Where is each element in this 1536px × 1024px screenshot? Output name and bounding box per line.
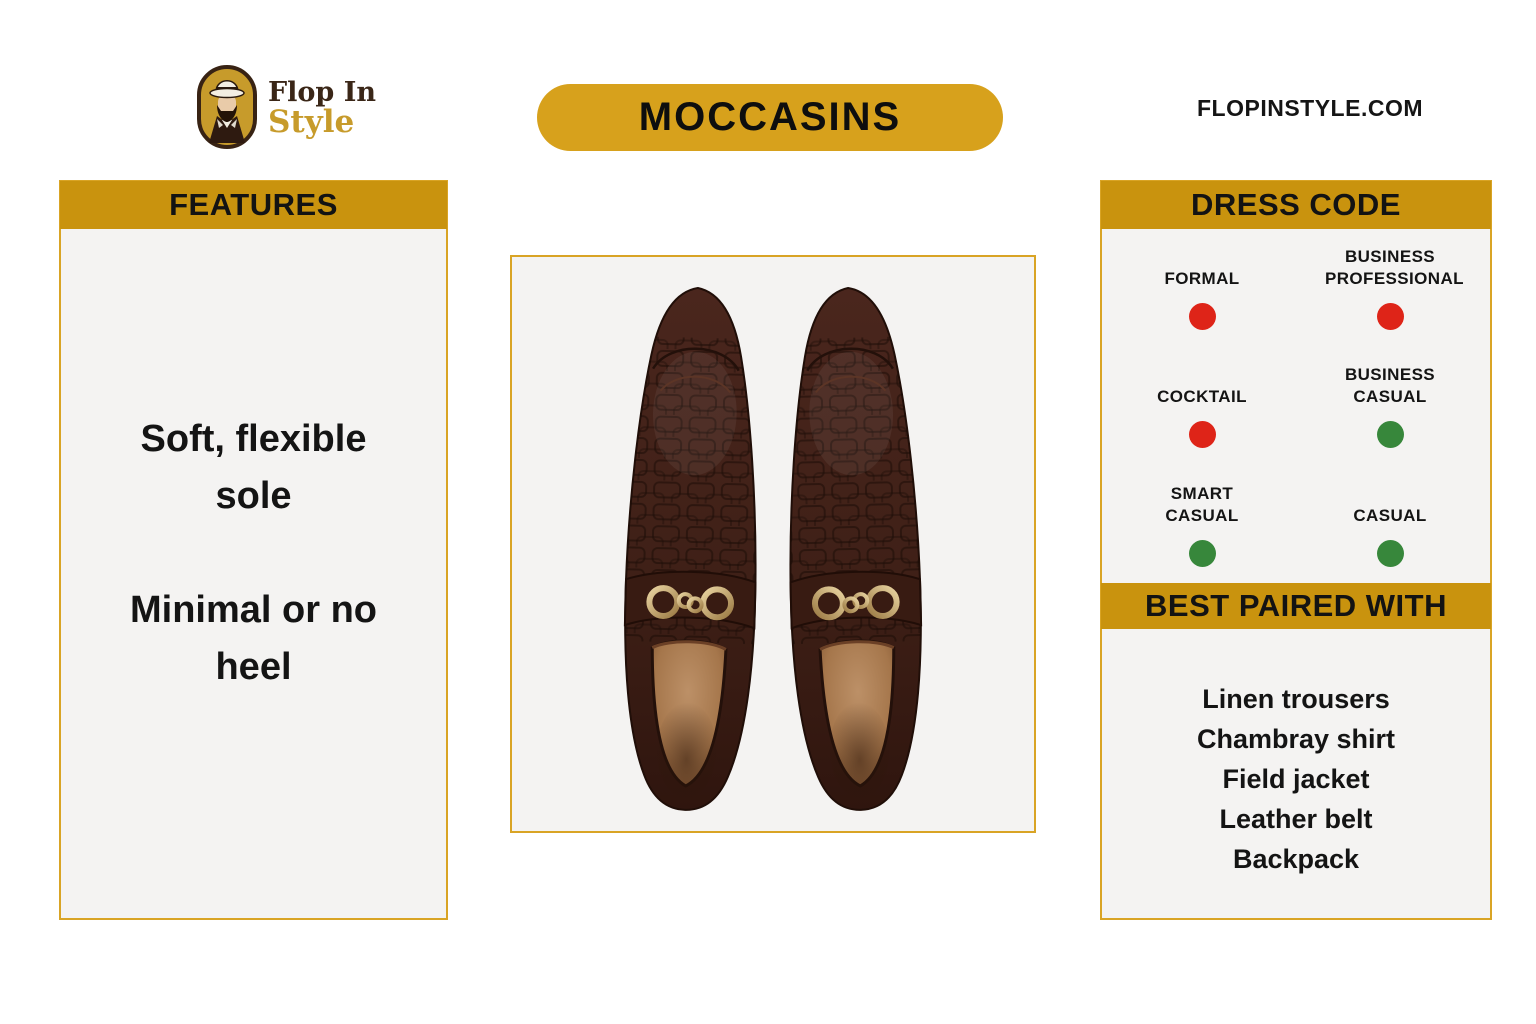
status-dot-green xyxy=(1377,421,1404,448)
product-image-frame xyxy=(510,255,1036,833)
status-dot-green xyxy=(1377,540,1404,567)
paired-item: Linen trousers xyxy=(1202,684,1390,714)
status-dot-red xyxy=(1189,303,1216,330)
brand-logo xyxy=(196,64,376,152)
website-url: FLOPINSTYLE.COM xyxy=(1197,95,1423,121)
dress-code-item-business-professional xyxy=(1296,229,1484,346)
paired-item: Backpack xyxy=(1232,844,1360,874)
dress-code-label: SMART CASUAL xyxy=(1165,483,1239,525)
paired-item: Chambray shirt xyxy=(1196,724,1396,754)
best-paired-list xyxy=(1102,629,1490,918)
paired-item: Leather belt xyxy=(1219,804,1373,834)
dress-code-item-cocktail xyxy=(1108,347,1296,464)
dress-code-label: BUSINESS PROFESSIONAL xyxy=(1325,247,1464,288)
features-list xyxy=(61,229,446,696)
dress-code-item-business-casual xyxy=(1296,347,1484,464)
best-paired-header: BEST PAIRED WITH xyxy=(1101,583,1491,629)
gentleman-badge-icon xyxy=(196,64,258,152)
page-title: MOCCASINS xyxy=(638,95,902,139)
paired-item: Field jacket xyxy=(1222,764,1370,794)
moccasins-top-view-photo xyxy=(512,257,1034,831)
dress-code-panel xyxy=(1100,180,1492,920)
dress-code-item-smart-casual xyxy=(1108,466,1296,583)
status-dot-green xyxy=(1189,540,1216,567)
brand-name-line1: Flop In xyxy=(268,77,376,108)
dress-code-label: BUSINESS CASUAL xyxy=(1344,365,1436,407)
brand-name-line2: Style xyxy=(268,104,355,140)
features-panel xyxy=(59,180,448,920)
dress-code-grid xyxy=(1102,229,1490,584)
status-dot-red xyxy=(1377,303,1404,330)
dress-code-header: DRESS CODE xyxy=(1101,181,1491,229)
dress-code-label: CASUAL xyxy=(1353,505,1427,525)
status-dot-red xyxy=(1189,421,1216,448)
brand-name xyxy=(268,77,376,140)
feature-item: Soft, flexible sole xyxy=(140,418,367,517)
dress-code-item-formal xyxy=(1108,229,1296,346)
features-header: FEATURES xyxy=(60,181,447,229)
feature-item: Minimal or no heel xyxy=(130,589,377,688)
dress-code-item-casual xyxy=(1296,466,1484,583)
dress-code-label: COCKTAIL xyxy=(1157,387,1247,407)
page-title-pill xyxy=(537,84,1003,151)
dress-code-label: FORMAL xyxy=(1164,269,1240,288)
